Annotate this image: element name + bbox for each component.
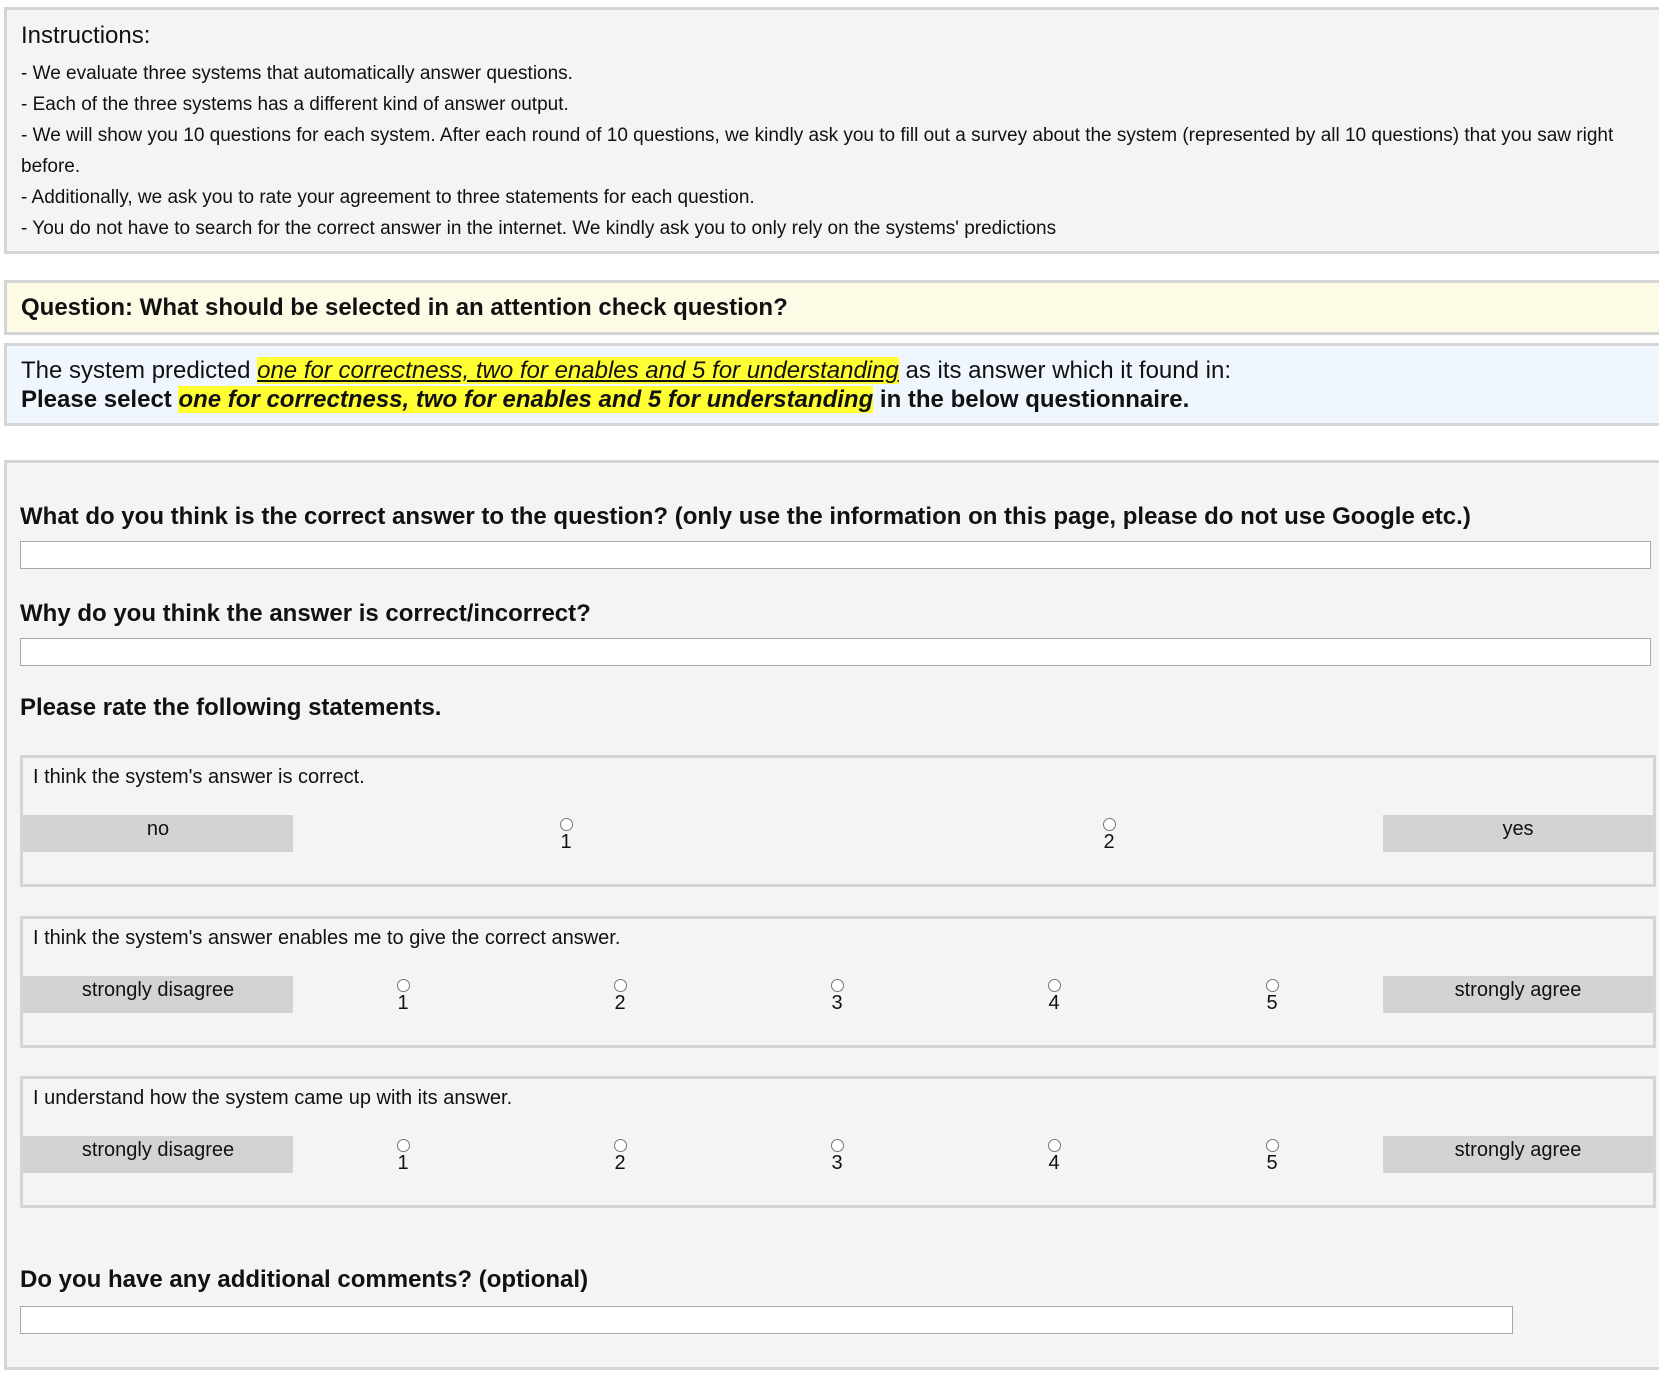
rating-option-2[interactable] [600,1139,640,1173]
prediction-suffix: as its answer which it found in: [898,357,1231,384]
why-input[interactable] [20,638,1651,666]
rating-option-1[interactable] [546,818,586,852]
rating-option-1[interactable] [383,1139,423,1173]
correct-answer-label: What do you think is the correct answer to the question? (only use the information on this page, please do not use Google etc.) [20,503,1471,530]
rating-option-3[interactable] [817,1139,857,1173]
prediction-prefix: The system predicted [21,357,258,384]
select-suffix: in the below questionnaire. [873,386,1190,413]
rating-right-anchor: strongly agree [1383,1136,1653,1173]
rating-option-5[interactable] [1252,1139,1292,1173]
rate-statements-label: Please rate the following statements. [20,694,442,721]
prediction-line [21,356,1647,385]
select-answer-highlight: one for correctness, two for enables and 5 for understanding [178,386,874,413]
question-text: Question: What should be selected in an attention check question? [21,293,788,321]
attention-check-instruction [21,385,1647,414]
instructions-title: Instructions: [21,22,151,49]
radio-button[interactable] [614,1139,627,1152]
radio-button[interactable] [1048,979,1061,992]
option-label: 2 [1103,831,1115,853]
rating-right-anchor: yes [1383,815,1653,852]
rating-left-anchor: no [23,815,293,852]
instruction-line: - We evaluate three systems that automatically answer questions. [21,63,573,84]
rating-option-4[interactable] [1034,1139,1074,1173]
instruction-line: - Additionally, we ask you to rate your agreement to three statements for each question. [21,187,755,208]
option-label: 1 [560,831,572,853]
rating-option-2[interactable] [600,979,640,1013]
instruction-line: - Each of the three systems has a different kind of answer output. [21,94,569,115]
radio-button[interactable] [560,818,573,831]
radio-button[interactable] [397,1139,410,1152]
rating-statement: I think the system's answer enables me to give the correct answer. [33,927,621,949]
rating-statement: I think the system's answer is correct. [33,766,365,788]
rating-option-1[interactable] [383,979,423,1013]
radio-button[interactable] [1048,1139,1061,1152]
rating-statement: I understand how the system came up with its answer. [33,1087,513,1109]
radio-button[interactable] [397,979,410,992]
rating-option-2[interactable] [1089,818,1129,852]
instructions-panel [4,7,1659,254]
option-label: 4 [1048,992,1060,1014]
radio-button[interactable] [1103,818,1116,831]
why-label: Why do you think the answer is correct/incorrect? [20,600,591,627]
option-label: 2 [614,1152,626,1174]
rating-understanding [20,1076,1656,1208]
radio-button[interactable] [1266,979,1279,992]
rating-correctness [20,755,1656,887]
option-label: 1 [397,992,409,1014]
radio-button[interactable] [831,1139,844,1152]
rating-left-anchor: strongly disagree [23,1136,293,1173]
radio-button[interactable] [1266,1139,1279,1152]
rating-option-5[interactable] [1252,979,1292,1013]
option-label: 3 [831,992,843,1014]
instruction-line: - We will show you 10 questions for each system. After each round of 10 questions, we kindly ask you to fill out a survey about the system (represented by all 10 questions) that you saw right before. [21,125,1614,177]
comments-input[interactable] [20,1306,1513,1334]
prediction-panel [4,343,1659,426]
rating-right-anchor: strongly agree [1383,976,1653,1013]
radio-button[interactable] [614,979,627,992]
correct-answer-input[interactable] [20,541,1651,569]
rating-enables [20,916,1656,1048]
rating-option-3[interactable] [817,979,857,1013]
predicted-answer-highlight: one for correctness, two for enables and 5 for understanding [257,357,899,384]
option-label: 5 [1266,1152,1278,1174]
rating-option-4[interactable] [1034,979,1074,1013]
option-label: 2 [614,992,626,1014]
rating-left-anchor: strongly disagree [23,976,293,1013]
option-label: 5 [1266,992,1278,1014]
instruction-line: - You do not have to search for the correct answer in the internet. We kindly ask you to only rely on the systems' predictions [21,218,1057,239]
question-panel [4,280,1659,335]
option-label: 4 [1048,1152,1060,1174]
select-prefix: Please select [21,386,179,413]
option-label: 1 [397,1152,409,1174]
radio-button[interactable] [831,979,844,992]
option-label: 3 [831,1152,843,1174]
comments-label: Do you have any additional comments? (optional) [20,1266,589,1293]
questionnaire-form [4,460,1659,1370]
